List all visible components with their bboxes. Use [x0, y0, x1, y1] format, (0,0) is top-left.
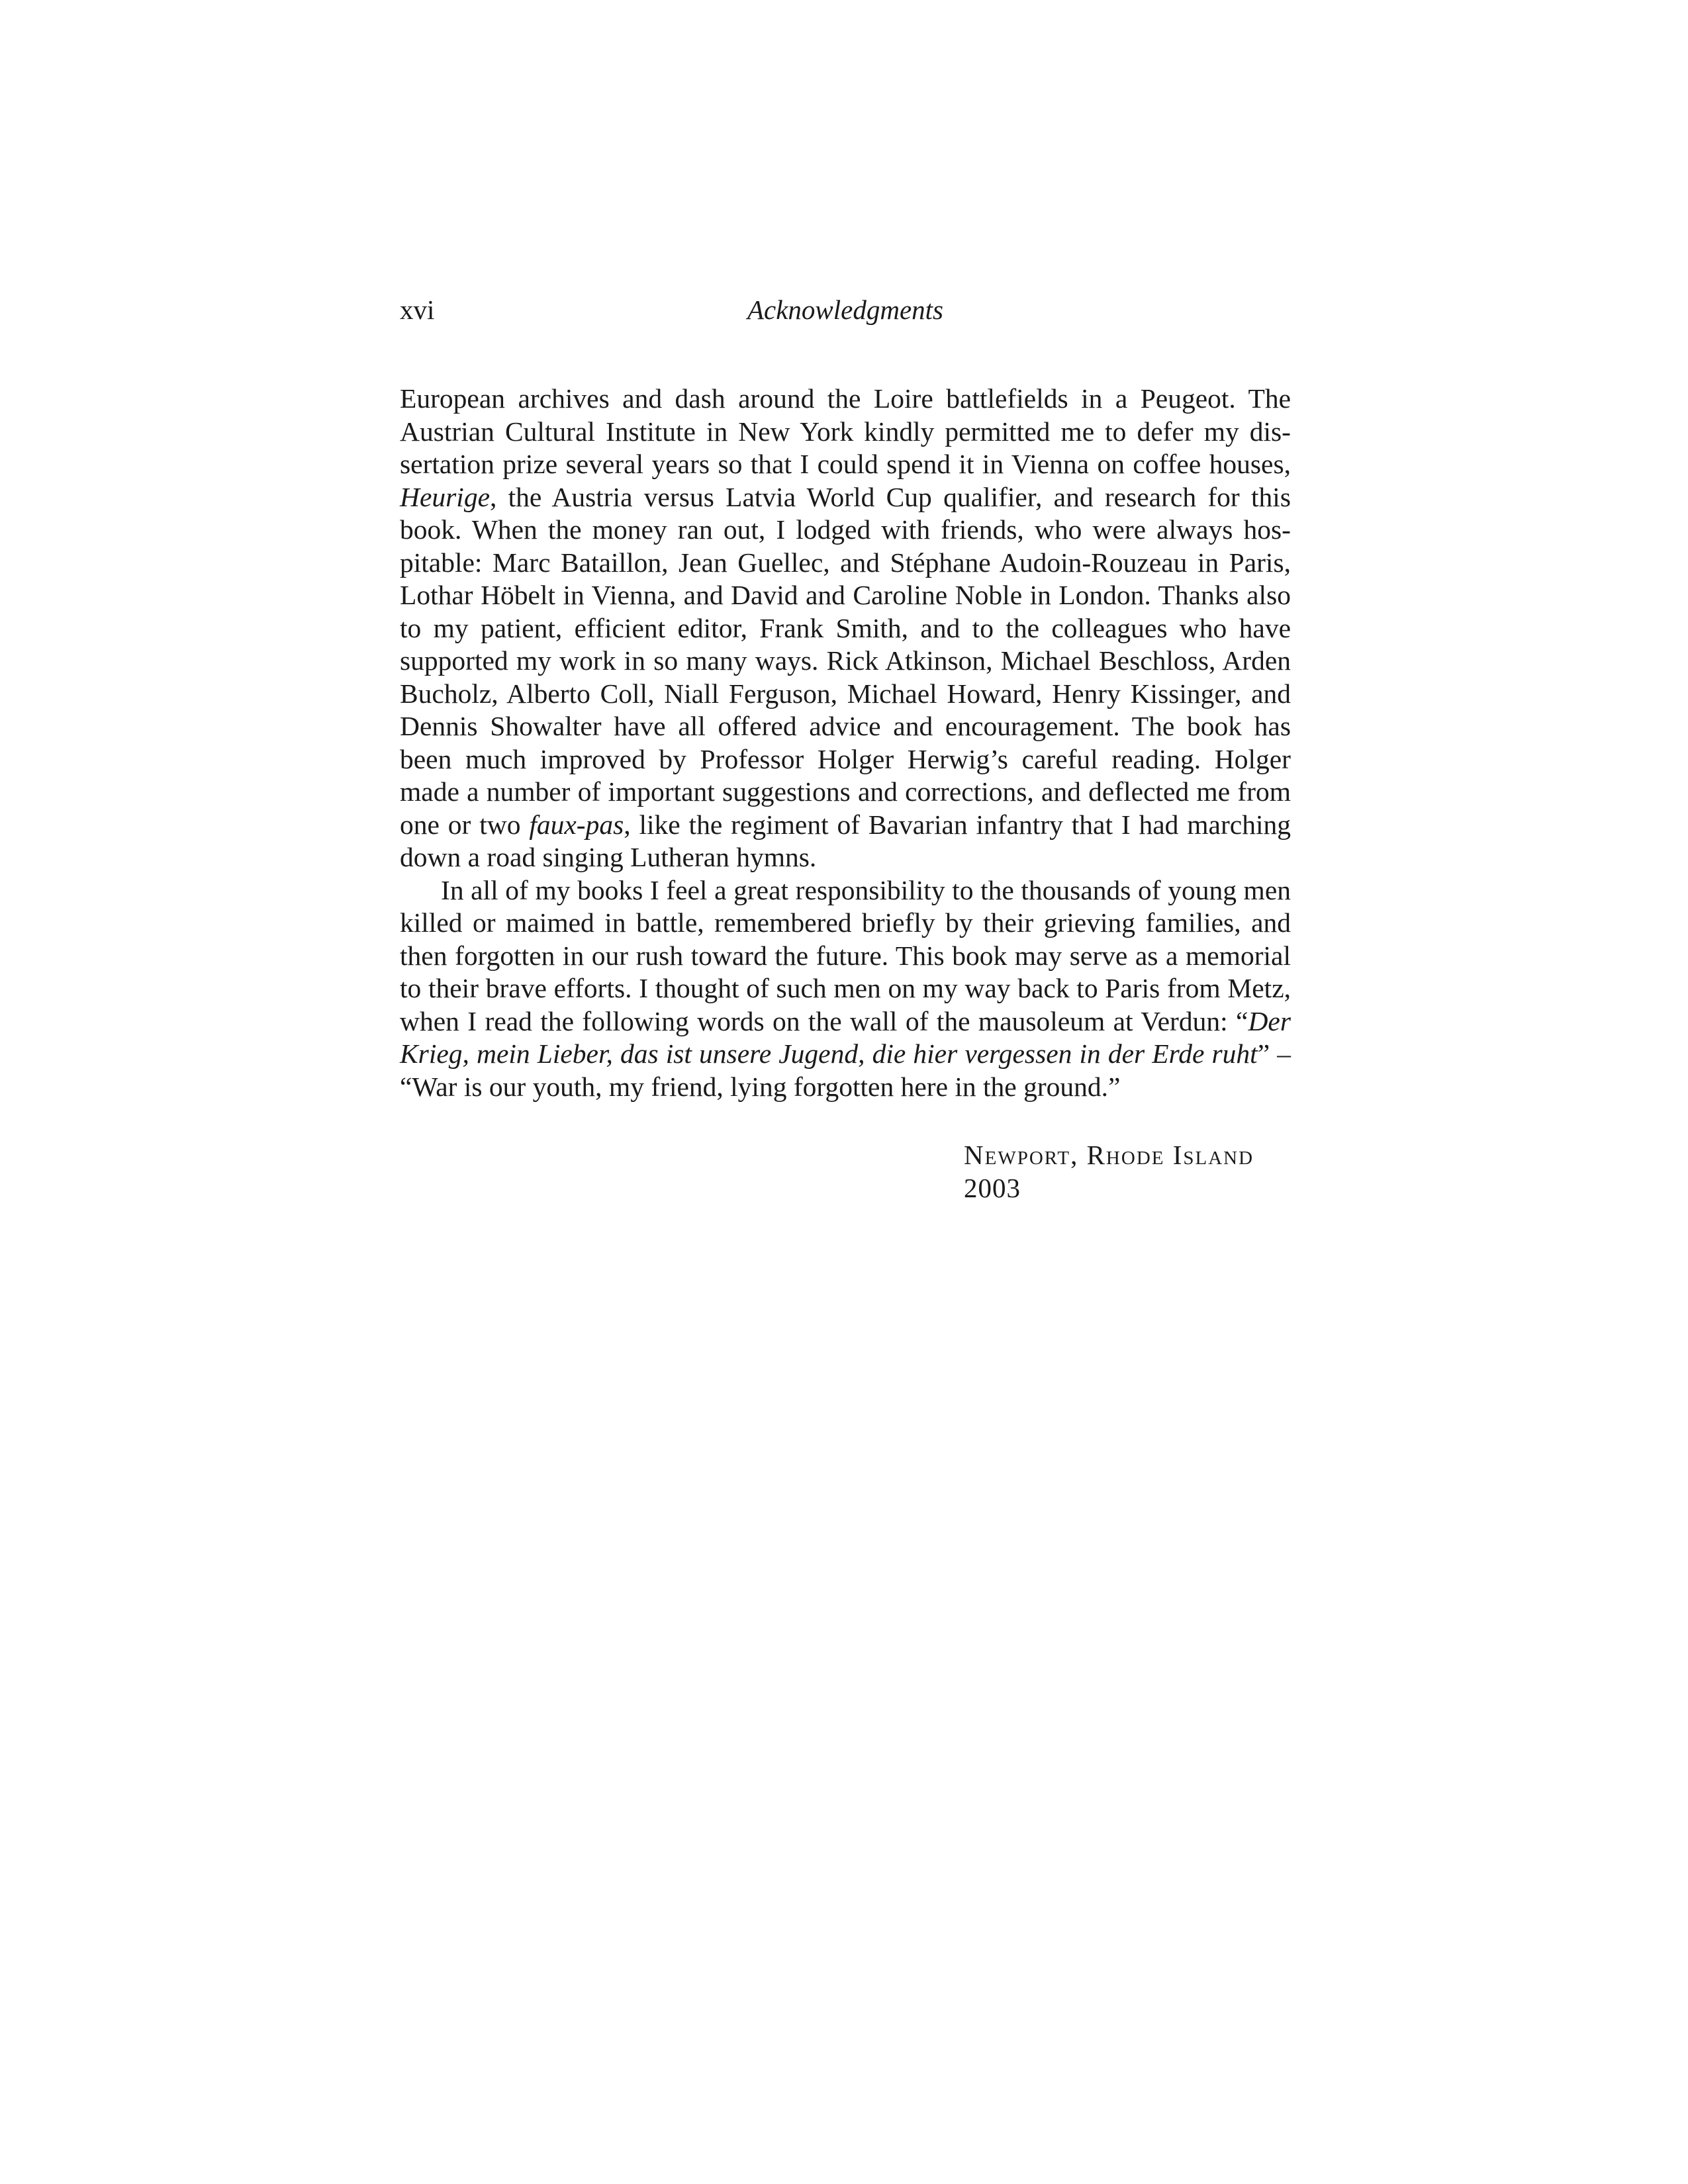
running-head [400, 290, 1291, 330]
signoff [964, 1138, 1291, 1205]
paragraph-2-text-c: ” – “War is our youth, my friend, lying forgotten here in the ground.” [400, 1038, 1291, 1102]
paragraph-2 [400, 874, 1291, 1104]
paragraph-1-italic-faux-pas: faux-pas [529, 809, 624, 840]
paragraph-2-text-a: In all of my books I feel a great responsibility to the thousands of young men killed or maimed in battle, remembered briefly by their grieving families, and then forgotten in our rush toward the future. This book may serve as a memorial to their brave efforts. I thought of such men on my way back to Paris from Metz, when I read the following words on the wall of the mausoleum at Verdun: “ [400, 874, 1291, 1036]
running-head-title: Acknowledgments [747, 295, 944, 325]
paragraph-1 [400, 383, 1291, 874]
paragraph-1-text-e: , like the regiment of Bavarian infantry that I had marching down a road singing Lutheran hymns. [400, 809, 1291, 872]
book-page [400, 290, 1291, 1205]
signoff-place: Newport, Rhode Island [964, 1140, 1254, 1170]
page-number: xvi [400, 295, 435, 325]
body-text [400, 383, 1291, 1103]
paragraph-1-text-c: , the Austria versus Latvia World Cup qualifier, and research for this book. When the money ran out, I lodged with friends, who were always hospitable: Marc Bataillon, Jean Guellec, and Stéphane Audoin-Rouzeau in Paris, Lothar Höbelt in Vienna, and David and Caroline Noble in London. Thanks also to my patient, efficient editor, Frank Smith, and to the colleagues who have supported my work in so many ways. Rick Atkinson, Michael Beschloss, Arden Bucholz, Alberto Coll, Niall Ferguson, Michael Howard, Henry Kissinger, and Dennis Showalter have all offered advice and encouragement. The book has been much improved by Professor Holger Herwig’s careful reading. Holger made a number of important suggestions and corrections, and deflected me from one or two [400, 481, 1291, 840]
signoff-year: 2003 [964, 1173, 1021, 1203]
paragraph-2-german-quote: Der Krieg, mein Lieber, das ist unsere Jugend, die hier vergessen in der Erde ruht [400, 1005, 1291, 1069]
paragraph-1-text-a: European archives and dash around the Loire battlefields in a Peugeot. The Austrian Cultural Institute in New York kindly permitted me to defer my dissertation prize several years so that I could spend it in Vienna on coffee houses, [400, 383, 1291, 479]
paragraph-1-italic-heurige: Heurige [400, 481, 490, 512]
